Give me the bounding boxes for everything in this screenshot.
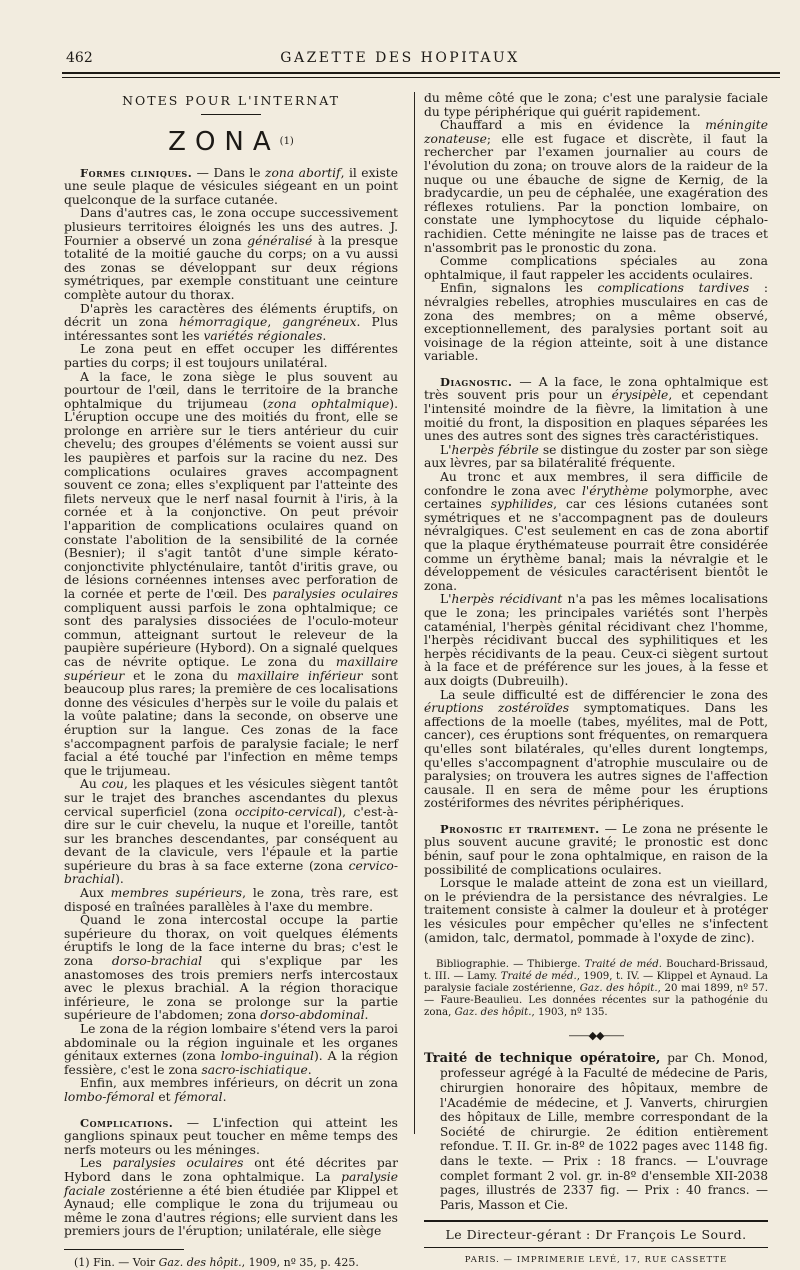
paragraph: La seule difficulté est de différencier le zona des éruptions zostéroïdes symptomatiques. Dans les affections de la moelle (tabes, myélites, mal de Pott, cancer), ces éruptions sont fréquentes, on remarquera qu'elles sont bilatérales, qu'elles durent longtemps, qu'elles s'accompagnent d'atrophie musculaire ou de paralysies; on trouvera les autres signes de l'affection causale. Il en sera de même pour les éruptions zostériformes des névrites périphériques. [424, 687, 768, 811]
closing-rule [424, 1220, 768, 1222]
paragraph: L'herpès récidivant n'a pas les mêmes localisations que le zona; les principales variétés sont l'herpès cataménial, l'herpès génital récidivant chez l'homme, l'herpès récidivant buccal des syphilitiques et les herpès récidivants de la peau. Ceux-ci siègent surtout à la face et de préférence sur les joues, à la fesse et aux doigts (Dubreuilh). [424, 592, 768, 688]
section-kicker: NOTES POUR L'INTERNAT [122, 93, 340, 108]
title-footnote-marker: (1) [279, 135, 294, 147]
header-rule-thin [62, 77, 780, 78]
footnote-rule [64, 1249, 184, 1250]
running-head: GAZETTE DES HOPITAUX [280, 50, 520, 66]
paragraph-diagnostic: Diagnostic. — A la face, le zona ophtalmique est très souvent pris pour un érysipèle, et cependant l'intensité moindre de la fièvre, la limitation à une moitié du front, la disposition en plaques séparées les unes des autres sont des signes très caractéristiques. [424, 374, 769, 444]
paragraph: Le zona peut en effet occuper les différentes parties du corps; il est toujours unilatéral. [64, 342, 398, 370]
paragraph: Comme complications spéciales au zona ophtalmique, il faut rappeler les accidents oculaires. [424, 254, 768, 282]
header-rule [62, 72, 780, 74]
paragraph: Le zona de la région lombaire s'étend vers la paroi abdominale ou la région inguinale et les organes génitaux externes (zona lombo-inguinal). A la région fessière, c'est le zona sacro-ischiatique. [64, 1022, 398, 1077]
paragraph-formes: Formes cliniques. — Dans le zona abortif, il existe une seule plaque de vésicules siégeant en un point quelconque de la surface cutanée. [64, 165, 398, 207]
column-divider [414, 92, 415, 1134]
director-line: Le Directeur-gérant : Dr François Le Sourd. [445, 1227, 747, 1243]
paragraph: Enfin, aux membres inférieurs, on décrit un zona lombo-fémoral et fémoral. [64, 1076, 398, 1104]
section-heading-formes: Formes cliniques. [80, 165, 193, 180]
paragraph: Chauffard a mis en évidence la méningite zonateuse; elle est fugace et discrète, il faut la rechercher par l'examen journalier au cours de l'évolution du zona; on trouve alors de la raideur de la nuque ou une ébauche de signe de Kernig, de la bradycardie, un peu de céphalée, une exagération des réflexes rotuliens. Par la ponction lombaire, on constate une lymphocytose du liquide céphalo-rachidien. Cette méningite ne laisse pas de traces et n'assombrit pas le pronostic du zona. [424, 118, 768, 255]
section-ornament: ——◆◆—— [568, 1029, 624, 1043]
paragraph: du même côté que le zona; c'est une paralysie faciale du type périphérique qui guérit rapidement. [424, 91, 768, 119]
page-number: 462 [66, 50, 93, 66]
book-notice: Traité de technique opératoire, par Ch. Monod, professeur agrégé à la Faculté de médecine de Paris, chirurgien honoraire des hôpitaux, membre de l'Académie de médecine, et J. Vanverts, chirurgien des hôpitaux de Lille, membre correspondant de la Société de chirurgie. 2e édition entièrement refondue. T. II. Gr. in-8º de 1022 pages avec 1148 fig. dans le texte. — Prix : 18 francs. — L'ouvrage complet formant 2 vol. gr. in-8º d'ensemble XII-2038 pages, illustrés de 2337 fig. — Prix : 40 francs. — Paris, Masson et Cie. [424, 1050, 768, 1212]
paragraph: Au tronc et aux membres, il sera difficile de confondre le zona avec l'érythème polymorphe, avec certaines syphilides, car ces lésions cutanées sont symétriques et ne s'accompagnent pas de douleurs névralgiques. C'est seulement en cas de zona abortif que la plaque érythémateuse pourrait être considérée comme un érythème banal; mais la névralgie et le développement de vésicules caractérisent bientôt le zona. [424, 470, 768, 593]
article-title: ZONA$^{(1)}$ [168, 126, 294, 157]
paragraph: Dans d'autres cas, le zona occupe successivement plusieurs territoires éloignés les uns des autres. J. Fournier a observé un zona généralisé à la presque totalité de la moitié gauche du corps; on a vu aussi des zonas se développant sur deux régions symétriques, par exemple constituant une ceinture complète autour du thorax. [64, 206, 398, 302]
printer-imprint: PARIS. — IMPRIMERIE LEVÉ, 17, RUE CASSETTE [464, 1254, 728, 1265]
kicker-rule [201, 114, 261, 115]
paragraph: D'après les caractères des éléments éruptifs, on décrit un zona hémorragique, gangréneux. Plus intéressantes sont les variétés régionales. [64, 301, 398, 343]
paragraph-cou: Au cou, les plaques et les vésicules siègent tantôt sur le trajet des branches ascendantes du plexus cervical superficiel (zona occipito-cervical), c'est-à-dire sur le cuir chevelu, la nuque et l'oreille, tantôt sur les branches descendantes, par conséquent au devant de la clavicule, vers l'épaule et la partie supérieure du bras à sa face externe (zona cervico-brachial). [64, 777, 398, 887]
paragraph: Lorsque le malade atteint de zona est un vieillard, on le préviendra de la persistance des névralgies. Le traitement consiste à calmer la douleur et à protéger les vésicules pour empêcher qu'elles ne s'infectent (amidon, talc, dermatol, pommade à l'oxyde de zinc). [424, 876, 768, 945]
paragraph: Enfin, signalons les complications tardives : névralgies rebelles, atrophies musculaires en cas de zona des membres; on a même observé, exceptionnellement, des paralysies portant soit au voisinage de la région atteinte, soit à une distance variable. [424, 281, 768, 364]
right-column [424, 92, 768, 1268]
left-column [64, 92, 398, 1270]
section-heading-diagnostic: Diagnostic. [440, 374, 513, 389]
paragraph-face: A la face, le zona siège le plus souvent au pourtour de l'œil, dans le territoire de la branche ophtalmique du trijumeau (zona ophtalmique). L'éruption occupe une des moitiés du front, elle se prolonge en arrière sur le tiers antérieur du cuir chevelu; des groupes d'éléments se voient aussi sur les paupières et parfois sur la racine du nez. Des complications oculaires graves accompagnent souvent ce zona; elles s'expliquent par l'atteinte des filets nerveux que le nerf nasal fournit à l'iris, à la cornée et à la conjonctive. On peut prévoir l'apparition de complications oculaires quand on constate l'abolition de la sensibilité de la cornée (Besnier); il s'agit tantôt d'une simple kérato-conjonctivite phlycténulaire, tantôt d'iritis grave, ou de lésions cornéennes intenses avec perforation de la cornée et perte de l'œil. Des paralysies oculaires compliquent aussi parfois le zona ophtalmique; ce sont des paralysies dissociées de l'oculo-moteur commun, atteignant surtout le releveur de la paupière supérieure (Hybord). On a signalé quelques cas de névrite optique. Le zona du maxillaire supérieur et le zona du maxillaire inférieur sont beaucoup plus rares; la première de ces localisations donne des vésicules d'herpès sur le voile du palais et la voûte palatine; dans la seconde, on observe une éruption sur la langue. Ces zonas de la face s'accompagnent parfois de paralysie faciale; le nerf facial a été touché par l'infection en même temps que le trijumeau. [64, 369, 399, 778]
footnote: (1) Fin. — Voir Gaz. des hôpit., 1909, nº 35, p. 425. [74, 1255, 359, 1269]
book-title: Traité de technique opératoire, [424, 1050, 661, 1066]
closing-rule-thin [424, 1247, 768, 1248]
paragraph-pronostic: Pronostic et traitement. — Le zona ne présente le plus souvent aucune gravité; le pronostic est donc bénin, sauf pour le zona ophtalmique, en raison de la possibilité de complications oculaires. [424, 821, 768, 877]
paragraph-complications: Complications. — L'infection qui atteint les ganglions spinaux peut toucher en même temps des nerfs moteurs ou les méninges. [64, 1115, 398, 1157]
bibliography: Bibliographie. — Thibierge. Traité de méd. Bouchard-Brissaud, t. III. — Lamy. Traité de méd., 1909, t. IV. — Klippel et Aynaud. La paralysie faciale zostérienne, Gaz. des hôpit., 20 mai 1899, nº 57. — Faure-Beaulieu. Les données récentes sur la pathogénie du zona, Gaz. des hôpit., 1903, nº 135. [424, 959, 768, 1019]
section-heading-complications: Complications. [80, 1115, 174, 1130]
paragraph: Les paralysies oculaires ont été décrites par Hybord dans le zona ophtalmique. La paralysie faciale zostérienne a été bien étudiée par Klippel et Aynaud; elle complique le zona du trijumeau ou même le zona d'autres régions; elle survient dans les premiers jours de l'éruption; unilatérale, elle siège [64, 1156, 398, 1239]
section-heading-pronostic: Pronostic et traitement. [440, 821, 600, 836]
paragraph: Quand le zona intercostal occupe la partie supérieure du thorax, on voit quelques éléments éruptifs le long de la face interne du bras; c'est le zona dorso-brachial qui s'explique par les anastomoses des trois premiers nerfs intercostaux avec le plexus brachial. A la région thoracique inférieure, le zona se prolonge sur la partie supérieure de l'abdomen; zona dorso-abdominal. [64, 913, 399, 1023]
paragraph: L'herpès fébrile se distingue du zoster par son siège aux lèvres, par sa bilatéralité fréquente. [424, 442, 768, 471]
paragraph: Aux membres supérieurs, le zona, très rare, est disposé en traînées parallèles à l'axe du membre. [64, 886, 398, 914]
